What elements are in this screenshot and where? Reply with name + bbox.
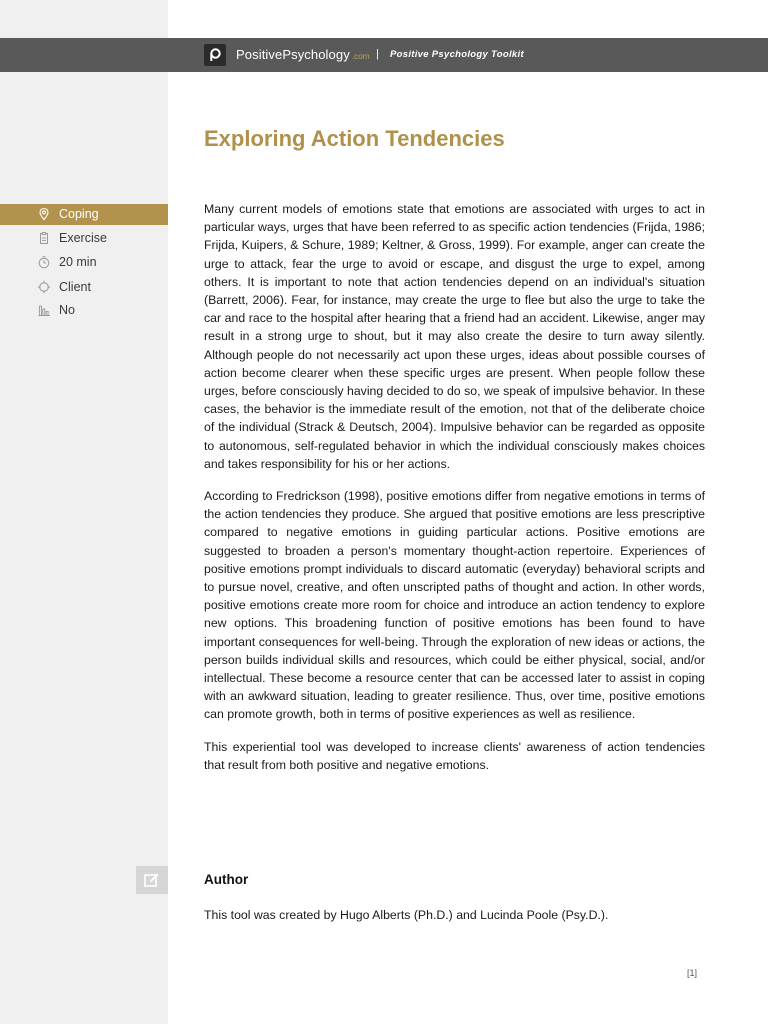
header-separator: | [376, 48, 379, 60]
brand-main: PositivePsychology [236, 47, 350, 62]
body-text [204, 200, 705, 788]
meta-item-duration [0, 252, 168, 273]
meta-item-type [0, 228, 168, 249]
author-box [136, 866, 168, 894]
brand-name [236, 47, 370, 62]
page-title: Exploring Action Tendencies [204, 126, 505, 151]
author-heading: Author [204, 872, 249, 887]
meta-label-scale: No [59, 303, 75, 317]
meta-label-audience: Client [59, 280, 91, 294]
meta-item-scale [0, 300, 168, 321]
footnote-reference: [1] [687, 968, 698, 978]
author-credit: This tool was created by Hugo Alberts (Ph.D.) and Lucinda Poole (Psy.D.). [204, 908, 609, 922]
meta-label-duration: 20 min [59, 255, 97, 269]
crosshair-icon [37, 280, 51, 294]
meta-item-category [0, 204, 168, 225]
brand-suffix: .com [351, 52, 370, 61]
header-bar [0, 38, 768, 72]
stopwatch-icon [37, 255, 51, 269]
logo-icon [204, 44, 226, 66]
meta-item-audience [0, 277, 168, 298]
bar-chart-icon [37, 303, 51, 317]
clipboard-icon [37, 231, 51, 245]
location-pin-icon [37, 207, 51, 221]
meta-label-category: Coping [59, 207, 99, 221]
toolkit-label: Positive Psychology Toolkit [390, 49, 524, 60]
paragraph-positive-emotions: According to Fredrickson (1998), positive emotions differ from negative emotions in terms of the action tendencies they produce. She argued that positive emotions are less prescriptive compared to negative emotions in guiding particular actions. Positive emotions are suggested to broaden a person's momentary thought-action repertoire. Experiences of positive emotions prompt individuals to discard automatic (everyday) behavioral scripts and to pursue novel, creative, and often unscripted paths of thought and action. In other words, positive emotions create more room for choice and introduce an action tendency to explore new options. This broadening function of positive emotions has been found to have important consequences for well-being. Through the exploration of new ideas or actions, the person builds individual skills and resources, which could be either physical, social, and/or intellectual. These become a resource center that can be accessed later to assist in coping with an awkward situation, leading to greater resilience. Thus, over time, positive emotions can promote growth, both in terms of positive experiences as well as resilience. [204, 489, 705, 722]
edit-icon [144, 872, 160, 888]
paragraph-action-tendencies: Many current models of emotions state that emotions are associated with urges to act in particular ways, urges that have been referred to as specific action tendencies (Frijda, 1986; Frijda, Kuipers, & Schure, 1989; Keltner, & Gross, 1999). For example, anger can create the urge to attack, fear the urge to avoid or escape, and disgust the urge to expel, among others. It is important to note that action tendencies depend on an individual's situation (Barrett, 2006). Fear, for instance, may create the urge to flee but also the urge to take the car and race to the hospital after hearing that a friend had an accident. Likewise, anger may result in a strong urge to shout, but it may also create the desire to turn away silently. Although people do not necessarily act upon these urges, ideas about possible courses of action become clearer when these specific urges are present. When people follow these urges, before consciously having decided to do so, we speak of impulsive behavior. In these cases, the behavior is the immediate result of the emotion, not that of the deliberate choice of the individual (Strack & Deutsch, 2004). Impulsive behavior can be regarded as opposite to autonomous, self-regulated behavior in which the individual consciously makes choices and takes responsibility for his or her actions. [204, 202, 705, 471]
meta-label-type: Exercise [59, 231, 107, 245]
paragraph-tool-purpose: This experiential tool was developed to increase clients' awareness of action tendencies that result from both positive and negative emotions. [204, 739, 705, 772]
